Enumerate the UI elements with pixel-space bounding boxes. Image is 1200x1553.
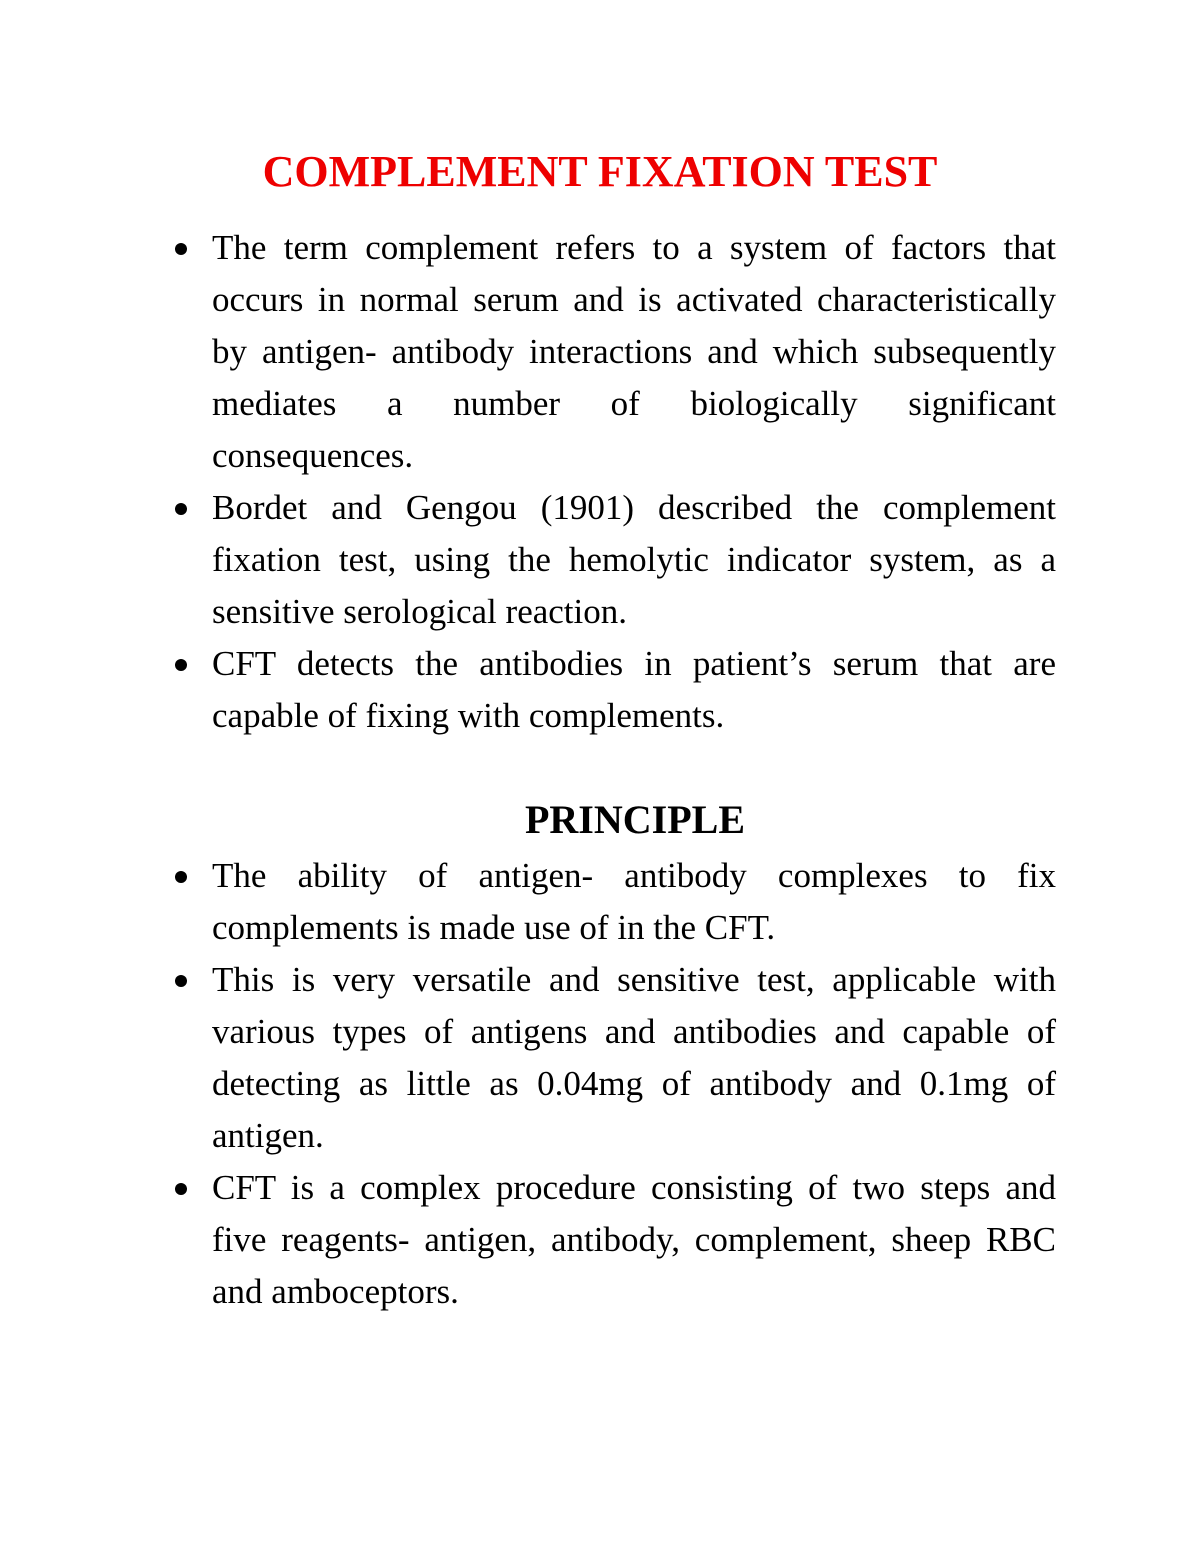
page-title-text: COMPLEMENT FIXATION TEST [262, 147, 938, 196]
page-title [0, 142, 1200, 202]
list-item [212, 638, 1056, 742]
list-item-text: CFT detects the antibodies in patient’s serum that are capable of fixing with complements. [212, 644, 1056, 735]
list-item [212, 954, 1056, 1162]
principle-heading-text: PRINCIPLE [524, 797, 746, 842]
list-item [212, 482, 1056, 638]
list-item-text: Bordet and Gengou (1901) described the complement fixation test, using the hemolytic indicator system, as a sensitive serological reaction. [212, 488, 1056, 631]
intro-bullet-list [212, 222, 1056, 742]
principle-heading [0, 792, 1200, 848]
bullet-icon [175, 243, 187, 255]
bullet-icon [175, 503, 187, 515]
list-item [212, 850, 1056, 954]
bullet-icon [175, 1183, 187, 1195]
list-item-text: The term complement refers to a system of factors that occurs in normal serum and is activated characteristically by antigen- antibody interactions and which subsequently mediates a number of biologically significant consequences. [212, 228, 1056, 475]
list-item-text: This is very versatile and sensitive test, applicable with various types of antigens and antibodies and capable of detecting as little as 0.04mg of antibody and 0.1mg of antigen. [212, 960, 1056, 1155]
list-item-text: CFT is a complex procedure consisting of two steps and five reagents- antigen, antibody, complement, sheep RBC and amboceptors. [212, 1168, 1056, 1311]
bullet-icon [175, 871, 187, 883]
bullet-icon [175, 975, 187, 987]
principle-bullet-list [212, 850, 1056, 1318]
list-item-text: The ability of antigen- antibody complexes to fix complements is made use of in the CFT. [212, 856, 1056, 947]
list-item [212, 222, 1056, 482]
bullet-icon [175, 659, 187, 671]
list-item [212, 1162, 1056, 1318]
